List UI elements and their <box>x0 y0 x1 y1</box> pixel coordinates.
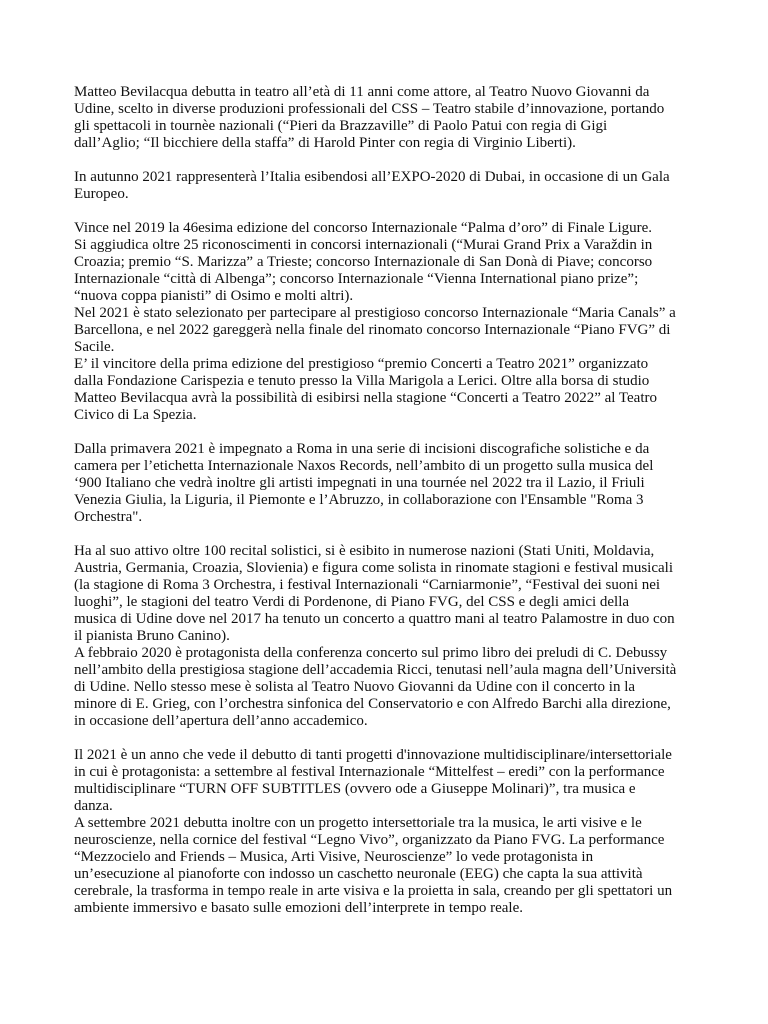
text-line: gli spettacoli in tournèe nazionali (“Pieri da Brazzaville” di Paolo Patui con regia di Gigi <box>74 118 608 134</box>
text-line: un’esecuzione al pianoforte con indosso un caschetto neuronale (EEG) che capta la sua attività <box>74 866 643 882</box>
paragraph-recitals <box>74 543 728 730</box>
text-line: Il 2021 è un anno che vede il debutto di tanti progetti d'innovazione multidisciplinare/intersettoriale <box>74 747 672 763</box>
text-line: Nel 2021 è stato selezionato per partecipare al prestigioso concorso Internazionale “Maria Canals” a <box>74 305 676 321</box>
text-line: danza. <box>74 798 113 814</box>
text-line: Venezia Giulia, la Liguria, il Piemonte e l’Abruzzo, in collaborazione con l'Ensamble "Roma 3 <box>74 492 644 508</box>
text-line: Matteo Bevilacqua avrà la possibilità di esibirsi nella stagione “Concerti a Teatro 2022” al Teatro <box>74 390 657 406</box>
text-line: A febbraio 2020 è protagonista della conferenza concerto sul primo libro dei preludi di C. Debussy <box>74 645 668 661</box>
paragraph-awards <box>74 220 728 424</box>
text-line: ambiente immersivo e basato sulle emozioni dell’interprete in tempo reale. <box>74 900 524 916</box>
text-line: A settembre 2021 debutta inoltre con un progetto intersettoriale tra la musica, le arti visive e le <box>74 815 642 831</box>
paragraph-projects-2021 <box>74 747 728 917</box>
text-line: luoghi”, le stagioni del teatro Verdi di Pordenone, di Piano FVG, del CSS e degli amici della <box>74 594 630 610</box>
text-line: camera per l’etichetta Internazionale Naxos Records, nell’ambito di un progetto sulla musica del <box>74 458 654 474</box>
text-line: Orchestra". <box>74 509 143 525</box>
text-line: in occasione dell’apertura dell’anno accademico. <box>74 713 368 729</box>
text-line: cerebrale, la trasforma in tempo reale in arte visiva e la proietta in sala, creando per gli spettatori un <box>74 883 673 899</box>
paragraph-debut <box>74 84 728 152</box>
text-line: Vince nel 2019 la 46esima edizione del concorso Internazionale “Palma d’oro” di Finale Ligure. <box>74 220 653 236</box>
text-line: dall’Aglio; “Il bicchiere della staffa” di Harold Pinter con regia di Virginio Liberti). <box>74 135 576 151</box>
text-line: nell’ambito della prestigiosa stagione dell’accademia Ricci, tenutasi nell’aula magna dell’Università <box>74 662 677 678</box>
text-line: Udine, scelto in diverse produzioni professionali del CSS – Teatro stabile d’innovazione, portando <box>74 101 665 117</box>
text-line: Austria, Germania, Croazia, Slovienia) e figura come solista in rinomate stagioni e festival musicali <box>74 560 673 576</box>
text-line: Internazionale “città di Albenga”; concorso Internazionale “Vienna International piano prize”; <box>74 271 639 287</box>
text-line: Si aggiudica oltre 25 riconoscimenti in concorsi internazionali (“Murai Grand Prix a Varaždin in <box>74 237 653 253</box>
text-line: dalla Fondazione Carispezia e tenuto presso la Villa Marigola a Lerici. Oltre alla borsa di studio <box>74 373 650 389</box>
text-line: (la stagione di Roma 3 Orchestra, i festival Internazionali “Carniarmonie”, “Festival dei suoni nei <box>74 577 661 593</box>
text-line: musica di Udine dove nel 2017 ha tenuto un concerto a quattro mani al teatro Palamostre in duo con <box>74 611 675 627</box>
text-line: Civico di La Spezia. <box>74 407 197 423</box>
text-line: Croazia; premio “S. Marizza” a Trieste; concorso Internazionale di San Donà di Piave; concorso <box>74 254 653 270</box>
text-line: ‘900 Italiano che vedrà inoltre gli artisti impegnati in una tournée nel 2022 tra il Lazio, il Friuli <box>74 475 645 491</box>
text-line: Sacile. <box>74 339 115 355</box>
text-line: in cui è protagonista: a settembre al festival Internazionale “Mittelfest – eredi” con la performance <box>74 764 665 780</box>
text-line: Dalla primavera 2021 è impegnato a Roma in una serie di incisioni discografiche solistiche e da <box>74 441 650 457</box>
text-line: minore di E. Grieg, con l’orchestra sinfonica del Conservatorio e con Alfredo Barchi alla direzione, <box>74 696 671 712</box>
text-line: In autunno 2021 rappresenterà l’Italia esibendosi all’EXPO-2020 di Dubai, in occasione di un Gala <box>74 169 670 185</box>
text-line: “Mezzocielo and Friends – Musica, Arti Visive, Neuroscienze” lo vede protagonista in <box>74 849 594 865</box>
text-line: Europeo. <box>74 186 129 202</box>
text-line: Matteo Bevilacqua debutta in teatro all’età di 11 anni come attore, al Teatro Nuovo Giovanni da <box>74 84 650 100</box>
text-line: Barcellona, e nel 2022 gareggerà nella finale del rinomato concorso Internazionale “Piano FVG” di <box>74 322 671 338</box>
text-line: multidisciplinare “TURN OFF SUBTITLES (ovvero ode a Giuseppe Molinari)”, tra musica e <box>74 781 636 797</box>
text-line: “nuova coppa pianisti” di Osimo e molti altri). <box>74 288 354 304</box>
paragraph-recordings <box>74 441 728 526</box>
text-line: E’ il vincitore della prima edizione del prestigioso “premio Concerti a Teatro 2021” organizzato <box>74 356 649 372</box>
text-line: neuroscienze, nella cornice del festival “Legno Vivo”, organizzato da Piano FVG. La performance <box>74 832 665 848</box>
text-line: di Udine. Nello stesso mese è solista al Teatro Nuovo Giovanni da Udine con il concerto in la <box>74 679 636 695</box>
paragraph-expo <box>74 169 728 203</box>
text-line: Ha al suo attivo oltre 100 recital solistici, si è esibito in numerose nazioni (Stati Uniti, Moldavia, <box>74 543 655 559</box>
text-line: il pianista Bruno Canino). <box>74 628 230 644</box>
